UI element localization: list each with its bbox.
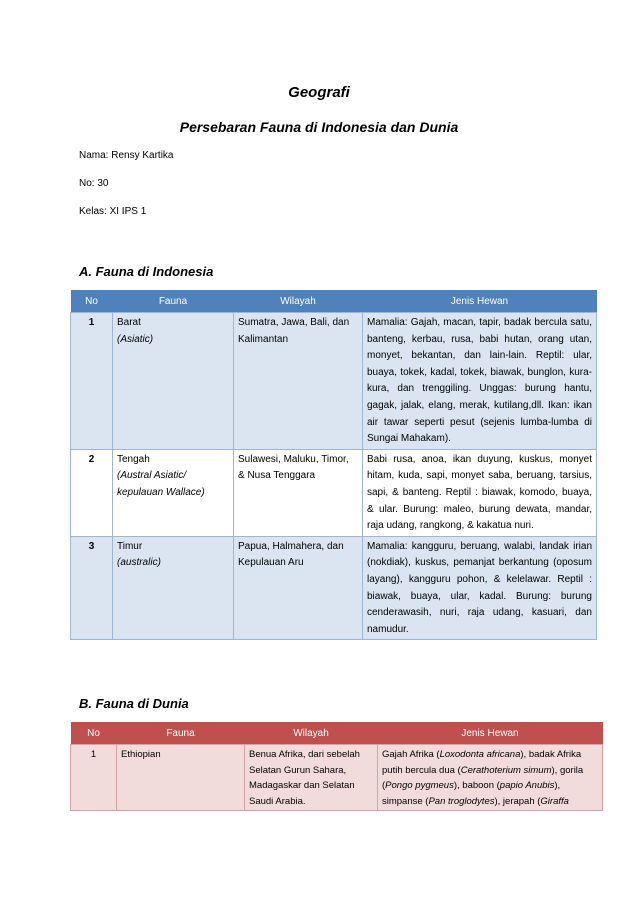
- cell-jenis-hewan: Mamalia: kangguru, beruang, walabi, landak irian (nokdiak), kuskus, pemanjat berkantung (oposum layang), kangguru pohon, & kelelawar. Reptil : biawak, buaya, ular, kadal. Burung: burung cenderawasih, nuri, raja udang, kasuari, dan namudur.: [363, 536, 597, 640]
- cell-jenis-hewan: [378, 745, 603, 811]
- section-b-heading: B. Fauna di Dunia: [79, 696, 189, 711]
- fauna-name: Timur: [117, 540, 143, 552]
- cell-fauna: Ethiopian: [117, 745, 245, 811]
- header-jenis-hewan: Jenis Hewan: [363, 290, 597, 313]
- cell-fauna: [113, 449, 234, 536]
- jenis-text: ), gorila (: [382, 764, 584, 791]
- scientific-name: Giraffa: [540, 795, 569, 807]
- header-wilayah: Wilayah: [245, 722, 378, 745]
- document-subtitle: Persebaran Fauna di Indonesia dan Dunia: [179, 119, 459, 135]
- fauna-name: Tengah: [117, 453, 150, 465]
- student-number: No: 30: [79, 178, 109, 189]
- document-title: Geografi: [288, 84, 350, 101]
- indonesia-fauna-table: [70, 290, 597, 640]
- header-fauna: Fauna: [117, 722, 245, 745]
- scientific-name: Pan troglodytes: [428, 795, 495, 807]
- header-jenis-hewan: Jenis Hewan: [378, 722, 603, 745]
- cell-wilayah: Sumatra, Jawa, Bali, dan Kalimantan: [234, 313, 363, 450]
- table-row: [71, 745, 603, 811]
- cell-no: 3: [71, 536, 113, 640]
- cell-wilayah: Sulawesi, Maluku, Timor, & Nusa Tenggara: [234, 449, 363, 536]
- table-header-row: [71, 722, 603, 745]
- header-fauna: Fauna: [113, 290, 234, 313]
- scientific-name: papio Anubis: [499, 780, 555, 791]
- fauna-type: (Asiatic): [117, 333, 154, 345]
- jenis-text: ), badak Afrika putih bercula dua (: [382, 749, 582, 776]
- header-no: No: [71, 290, 113, 313]
- table-row: [71, 449, 597, 536]
- cell-no: 1: [71, 745, 117, 811]
- header-no: No: [71, 722, 117, 745]
- fauna-type: (Austral Asiatic/ kepulauan Wallace): [117, 470, 205, 498]
- scientific-name: Cerathoterium simum: [460, 764, 552, 776]
- header-wilayah: Wilayah: [234, 290, 363, 313]
- jenis-text: ), jerapah (: [494, 795, 541, 807]
- table-row: [71, 536, 597, 640]
- scientific-name: Loxodonta africana: [439, 749, 521, 760]
- cell-fauna: [113, 313, 234, 450]
- cell-fauna: [113, 536, 234, 640]
- cell-no: 1: [71, 313, 113, 450]
- world-fauna-table: [70, 722, 603, 811]
- cell-jenis-hewan: Mamalia: Gajah, macan, tapir, badak bercula satu, banteng, kerbau, rusa, babi hutan, orang utan, monyet, bekantan, dan lain-lain. Reptil: ular, buaya, tokek, kadal, tokek, biawak, bunglon, kura-kura, dan trenggiling. Unggas: burung hantu, gagak, jalak, elang, merak, kutilang,dll. Ikan: ikan air tawar seperti pesut (sejenis lumba-lumba di Sungai Mahakam).: [363, 313, 597, 450]
- table-header-row: [71, 290, 597, 313]
- student-name: Nama: Rensy Kartika: [79, 150, 174, 161]
- fauna-type: (australic): [117, 557, 161, 569]
- jenis-text: ), baboon (: [453, 780, 500, 791]
- jenis-text: Gajah Afrika (: [382, 749, 440, 760]
- cell-wilayah: Benua Afrika, dari sebelah Selatan Gurun Sahara, Madagaskar dan Selatan Saudi Arabia.: [245, 745, 378, 811]
- table-row: [71, 313, 597, 450]
- cell-no: 2: [71, 449, 113, 536]
- section-a-heading: A. Fauna di Indonesia: [79, 264, 214, 279]
- fauna-name: Barat: [117, 317, 141, 328]
- cell-jenis-hewan: Babi rusa, anoa, ikan duyung, kuskus, monyet hitam, kuda, sapi, monyet saba, beruang, tarsius, sapi, & banteng. Reptil : biawak, komodo, buaya, & ular. Burung: maleo, burung dewata, mandar, raja udang, rangkong, & kakatua nuri.: [363, 449, 597, 536]
- cell-wilayah: Papua, Halmahera, dan Kepulauan Aru: [234, 536, 363, 640]
- student-class: Kelas: XI IPS 1: [79, 206, 147, 217]
- jenis-text: ), simpanse (: [382, 780, 561, 807]
- scientific-name: Pongo pygmeus: [385, 780, 454, 791]
